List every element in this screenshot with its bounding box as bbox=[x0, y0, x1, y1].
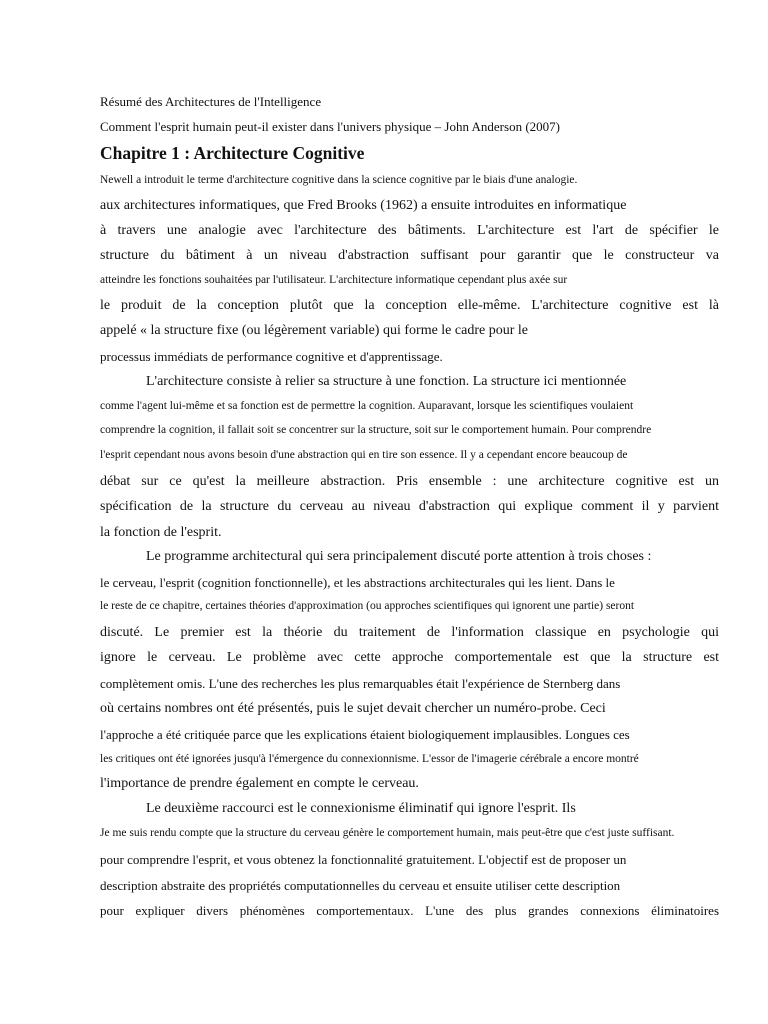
document-subtitle: Comment l'esprit humain peut-il exister dans l'univers physique – John Anderson (2007) bbox=[100, 119, 560, 134]
text-line: la fonction de l'esprit. bbox=[100, 525, 222, 540]
paragraph-first-line: L'architecture consiste à relier sa structure à une fonction. La structure ici mentionnée bbox=[146, 374, 627, 389]
text-line: discuté. Le premier est la théorie du traitement de l'information classique en psychologie qui bbox=[100, 625, 719, 640]
text-line: appelé « la structure fixe (ou légèrement variable) qui forme le cadre pour le bbox=[100, 323, 528, 338]
text-line: aux architectures informatiques, que Fred Brooks (1962) a ensuite introduites en informatique bbox=[100, 198, 627, 213]
text-line: pour comprendre l'esprit, et vous obtenez la fonctionnalité gratuitement. L'objectif est de proposer un bbox=[100, 852, 627, 867]
document-title: Résumé des Architectures de l'Intelligence bbox=[100, 94, 322, 109]
text-line: complètement omis. L'une des recherches les plus remarquables était l'expérience de Sternberg dans bbox=[100, 676, 621, 691]
text-line: pour expliquer divers phénomènes comportementaux. L'une des plus grandes connexions éliminatoires bbox=[100, 903, 719, 918]
text-line: structure du bâtiment à un niveau d'abstraction suffisant pour garantir que le constructeur va bbox=[100, 248, 719, 263]
text-line: débat sur ce qu'est la meilleure abstraction. Pris ensemble : une architecture cognitive est un bbox=[100, 474, 719, 489]
text-line: les critiques ont été ignorées jusqu'à l'émergence du connexionnisme. L'essor de l'imagerie cérébrale a encore montré bbox=[100, 753, 639, 765]
text-line: comprendre la cognition, il fallait soit se concentrer sur la structure, soit sur le comportement humain. Pour comprendre bbox=[100, 424, 652, 436]
text-line: l'esprit cependant nous avons besoin d'une abstraction qui en tire son essence. Il y a cependant encore beaucoup de bbox=[100, 449, 628, 461]
text-line: le reste de ce chapitre, certaines théories d'approximation (ou approches scientifiques qui ignorent une partie) seront bbox=[100, 600, 635, 612]
text-line: le produit de la conception plutôt que la conception elle-même. L'architecture cognitive est là bbox=[100, 298, 719, 313]
text-line: Je me suis rendu compte que la structure du cerveau génère le comportement humain, mais peut-être que c'est juste suffisant. bbox=[100, 827, 675, 839]
chapter-heading: Chapitre 1 : Architecture Cognitive bbox=[100, 143, 365, 163]
text-line: description abstraite des propriétés computationnelles du cerveau et ensuite utiliser cette description bbox=[100, 878, 621, 893]
text-line: où certains nombres ont été présentés, puis le sujet devait chercher un numéro-probe. Ceci bbox=[100, 701, 606, 716]
text-line: l'approche a été critiquée parce que les explications étaient biologiquement implausibles. Longues ces bbox=[100, 727, 630, 742]
text-line: ignore le cerveau. Le problème avec cette approche comportementale est que la structure est bbox=[100, 650, 719, 665]
paragraph-first-line: Le programme architectural qui sera principalement discuté porte attention à trois choses : bbox=[146, 549, 652, 564]
text-line: comme l'agent lui-même et sa fonction est de permettre la cognition. Auparavant, lorsque les scientifiques voulaient bbox=[100, 400, 634, 412]
paragraph-first-line: Le deuxième raccourci est le connexionisme éliminatif qui ignore l'esprit. Ils bbox=[146, 801, 576, 816]
text-line: Newell a introduit le terme d'architecture cognitive dans la science cognitive par le biais d'une analogie. bbox=[100, 174, 578, 186]
text-line: l'importance de prendre également en compte le cerveau. bbox=[100, 776, 419, 791]
text-line: processus immédiats de performance cognitive et d'apprentissage. bbox=[100, 349, 443, 364]
text-line: à travers une analogie avec l'architecture des bâtiments. L'architecture est l'art de spécifier le bbox=[100, 223, 719, 238]
text-line: le cerveau, l'esprit (cognition fonctionnelle), et les abstractions architecturales qui les lient. Dans le bbox=[100, 575, 615, 590]
text-line: atteindre les fonctions souhaitées par l'utilisateur. L'architecture informatique cependant plus axée sur bbox=[100, 274, 568, 286]
text-line: spécification de la structure du cerveau au niveau d'abstraction qui explique comment il y parvient bbox=[100, 499, 719, 514]
